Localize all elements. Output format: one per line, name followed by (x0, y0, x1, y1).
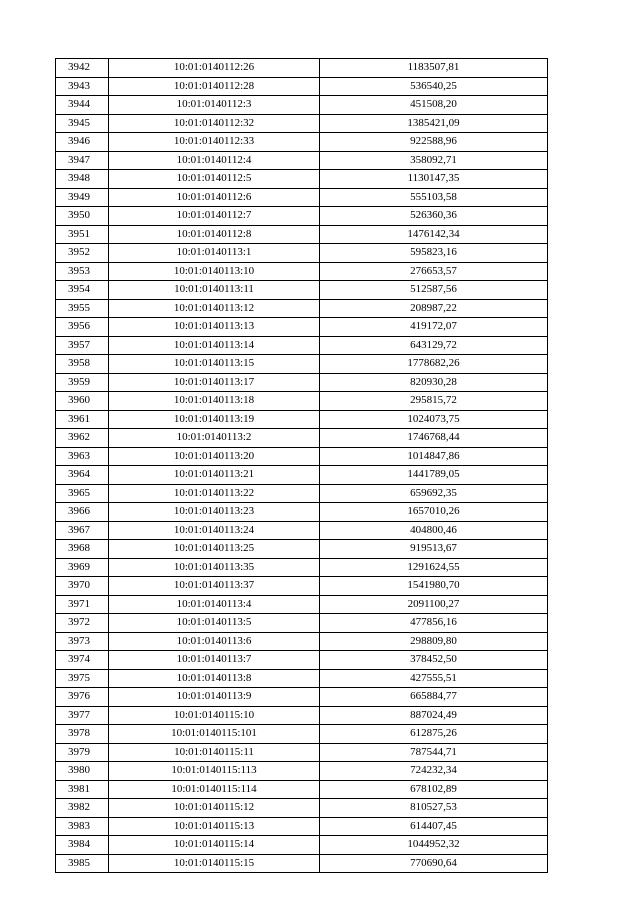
row-number-cell: 3952 (56, 244, 109, 263)
cadastral-value-cell: 887024,49 (320, 706, 548, 725)
row-number-cell: 3973 (56, 632, 109, 651)
table-row (56, 429, 548, 448)
cadastral-value-cell: 208987,22 (320, 299, 548, 318)
table-row (56, 484, 548, 503)
table-row (56, 77, 548, 96)
table-row (56, 151, 548, 170)
row-number-cell: 3954 (56, 281, 109, 300)
cadastral-number-cell: 10:01:0140113:2 (109, 429, 320, 448)
cadastral-value-cell: 555103,58 (320, 188, 548, 207)
cadastral-number-cell: 10:01:0140113:18 (109, 392, 320, 411)
table-row (56, 133, 548, 152)
cadastral-value-table (55, 58, 548, 873)
table-row (56, 59, 548, 78)
cadastral-value-cell: 404800,46 (320, 521, 548, 540)
cadastral-value-cell: 1657010,26 (320, 503, 548, 522)
table-row (56, 318, 548, 337)
table-row (56, 207, 548, 226)
row-number-cell: 3984 (56, 836, 109, 855)
cadastral-value-cell: 614407,45 (320, 817, 548, 836)
cadastral-number-cell: 10:01:0140113:17 (109, 373, 320, 392)
cadastral-value-cell: 2091100,27 (320, 595, 548, 614)
table-row (56, 336, 548, 355)
cadastral-value-cell: 276653,57 (320, 262, 548, 281)
cadastral-value-cell: 665884,77 (320, 688, 548, 707)
cadastral-number-cell: 10:01:0140115:14 (109, 836, 320, 855)
table-row (56, 725, 548, 744)
cadastral-number-cell: 10:01:0140112:5 (109, 170, 320, 189)
cadastral-number-cell: 10:01:0140113:21 (109, 466, 320, 485)
table-row (56, 225, 548, 244)
row-number-cell: 3962 (56, 429, 109, 448)
table-row (56, 540, 548, 559)
cadastral-number-cell: 10:01:0140113:12 (109, 299, 320, 318)
cadastral-value-cell: 295815,72 (320, 392, 548, 411)
cadastral-number-cell: 10:01:0140113:15 (109, 355, 320, 374)
table-row (56, 762, 548, 781)
table-row (56, 595, 548, 614)
table-row (56, 706, 548, 725)
cadastral-value-cell: 526360,36 (320, 207, 548, 226)
cadastral-value-cell: 1183507,81 (320, 59, 548, 78)
row-number-cell: 3961 (56, 410, 109, 429)
row-number-cell: 3957 (56, 336, 109, 355)
row-number-cell: 3944 (56, 96, 109, 115)
cadastral-number-cell: 10:01:0140113:23 (109, 503, 320, 522)
table-row (56, 299, 548, 318)
cadastral-value-cell: 298809,80 (320, 632, 548, 651)
cadastral-number-cell: 10:01:0140112:28 (109, 77, 320, 96)
cadastral-number-cell: 10:01:0140115:12 (109, 799, 320, 818)
table-row (56, 466, 548, 485)
cadastral-value-cell: 1130147,35 (320, 170, 548, 189)
cadastral-number-cell: 10:01:0140112:3 (109, 96, 320, 115)
table-row (56, 503, 548, 522)
cadastral-value-cell: 419172,07 (320, 318, 548, 337)
table-row (56, 373, 548, 392)
table-row (56, 577, 548, 596)
cadastral-number-cell: 10:01:0140112:26 (109, 59, 320, 78)
cadastral-number-cell: 10:01:0140115:114 (109, 780, 320, 799)
table-row (56, 355, 548, 374)
cadastral-value-cell: 1778682,26 (320, 355, 548, 374)
cadastral-number-cell: 10:01:0140115:13 (109, 817, 320, 836)
table-row (56, 854, 548, 873)
row-number-cell: 3955 (56, 299, 109, 318)
row-number-cell: 3960 (56, 392, 109, 411)
table-row (56, 521, 548, 540)
row-number-cell: 3943 (56, 77, 109, 96)
cadastral-number-cell: 10:01:0140113:20 (109, 447, 320, 466)
cadastral-number-cell: 10:01:0140113:5 (109, 614, 320, 633)
cadastral-value-cell: 1014847,86 (320, 447, 548, 466)
row-number-cell: 3968 (56, 540, 109, 559)
table-row (56, 817, 548, 836)
row-number-cell: 3949 (56, 188, 109, 207)
cadastral-value-cell: 595823,16 (320, 244, 548, 263)
cadastral-value-cell: 612875,26 (320, 725, 548, 744)
cadastral-number-cell: 10:01:0140112:32 (109, 114, 320, 133)
cadastral-number-cell: 10:01:0140113:35 (109, 558, 320, 577)
row-number-cell: 3978 (56, 725, 109, 744)
cadastral-value-cell: 477856,16 (320, 614, 548, 633)
row-number-cell: 3948 (56, 170, 109, 189)
cadastral-value-cell: 512587,56 (320, 281, 548, 300)
cadastral-number-cell: 10:01:0140112:8 (109, 225, 320, 244)
cadastral-number-cell: 10:01:0140115:11 (109, 743, 320, 762)
cadastral-number-cell: 10:01:0140112:7 (109, 207, 320, 226)
cadastral-number-cell: 10:01:0140113:9 (109, 688, 320, 707)
row-number-cell: 3975 (56, 669, 109, 688)
row-number-cell: 3982 (56, 799, 109, 818)
cadastral-number-cell: 10:01:0140115:15 (109, 854, 320, 873)
cadastral-value-cell: 1541980,70 (320, 577, 548, 596)
cadastral-number-cell: 10:01:0140113:7 (109, 651, 320, 670)
cadastral-value-cell: 536540,25 (320, 77, 548, 96)
cadastral-number-cell: 10:01:0140113:11 (109, 281, 320, 300)
cadastral-value-cell: 820930,28 (320, 373, 548, 392)
row-number-cell: 3981 (56, 780, 109, 799)
cadastral-number-cell: 10:01:0140113:22 (109, 484, 320, 503)
table-row (56, 392, 548, 411)
table-row (56, 780, 548, 799)
table-row (56, 262, 548, 281)
cadastral-value-cell: 787544,71 (320, 743, 548, 762)
row-number-cell: 3942 (56, 59, 109, 78)
row-number-cell: 3964 (56, 466, 109, 485)
table-row (56, 614, 548, 633)
table-row (56, 410, 548, 429)
row-number-cell: 3983 (56, 817, 109, 836)
row-number-cell: 3980 (56, 762, 109, 781)
row-number-cell: 3946 (56, 133, 109, 152)
cadastral-value-cell: 919513,67 (320, 540, 548, 559)
table-row (56, 447, 548, 466)
cadastral-value-cell: 678102,89 (320, 780, 548, 799)
cadastral-number-cell: 10:01:0140112:4 (109, 151, 320, 170)
cadastral-value-cell: 922588,96 (320, 133, 548, 152)
cadastral-value-cell: 1291624,55 (320, 558, 548, 577)
row-number-cell: 3945 (56, 114, 109, 133)
row-number-cell: 3967 (56, 521, 109, 540)
table-row (56, 558, 548, 577)
cadastral-number-cell: 10:01:0140113:24 (109, 521, 320, 540)
cadastral-value-cell: 810527,53 (320, 799, 548, 818)
cadastral-number-cell: 10:01:0140113:1 (109, 244, 320, 263)
table-row (56, 799, 548, 818)
table-row (56, 96, 548, 115)
cadastral-number-cell: 10:01:0140113:13 (109, 318, 320, 337)
cadastral-value-cell: 1746768,44 (320, 429, 548, 448)
cadastral-value-cell: 643129,72 (320, 336, 548, 355)
row-number-cell: 3970 (56, 577, 109, 596)
cadastral-value-cell: 1385421,09 (320, 114, 548, 133)
row-number-cell: 3959 (56, 373, 109, 392)
cadastral-number-cell: 10:01:0140115:113 (109, 762, 320, 781)
table-row (56, 651, 548, 670)
row-number-cell: 3966 (56, 503, 109, 522)
table-row (56, 743, 548, 762)
row-number-cell: 3950 (56, 207, 109, 226)
cadastral-number-cell: 10:01:0140115:10 (109, 706, 320, 725)
row-number-cell: 3953 (56, 262, 109, 281)
row-number-cell: 3951 (56, 225, 109, 244)
table-row (56, 281, 548, 300)
cadastral-value-cell: 659692,35 (320, 484, 548, 503)
row-number-cell: 3977 (56, 706, 109, 725)
cadastral-number-cell: 10:01:0140113:25 (109, 540, 320, 559)
cadastral-number-cell: 10:01:0140113:6 (109, 632, 320, 651)
cadastral-number-cell: 10:01:0140113:19 (109, 410, 320, 429)
cadastral-value-cell: 1044952,32 (320, 836, 548, 855)
row-number-cell: 3969 (56, 558, 109, 577)
row-number-cell: 3963 (56, 447, 109, 466)
cadastral-value-cell: 1024073,75 (320, 410, 548, 429)
cadastral-value-cell: 378452,50 (320, 651, 548, 670)
table-body (56, 59, 548, 873)
table-row (56, 114, 548, 133)
cadastral-value-cell: 451508,20 (320, 96, 548, 115)
cadastral-value-cell: 724232,34 (320, 762, 548, 781)
cadastral-number-cell: 10:01:0140113:10 (109, 262, 320, 281)
cadastral-number-cell: 10:01:0140113:8 (109, 669, 320, 688)
cadastral-value-cell: 1476142,34 (320, 225, 548, 244)
row-number-cell: 3947 (56, 151, 109, 170)
table-row (56, 188, 548, 207)
row-number-cell: 3956 (56, 318, 109, 337)
row-number-cell: 3979 (56, 743, 109, 762)
row-number-cell: 3972 (56, 614, 109, 633)
table-row (56, 632, 548, 651)
row-number-cell: 3965 (56, 484, 109, 503)
cadastral-value-cell: 770690,64 (320, 854, 548, 873)
cadastral-value-cell: 427555,51 (320, 669, 548, 688)
cadastral-number-cell: 10:01:0140112:6 (109, 188, 320, 207)
cadastral-number-cell: 10:01:0140113:4 (109, 595, 320, 614)
table-row (56, 170, 548, 189)
cadastral-value-cell: 1441789,05 (320, 466, 548, 485)
row-number-cell: 3971 (56, 595, 109, 614)
row-number-cell: 3976 (56, 688, 109, 707)
row-number-cell: 3974 (56, 651, 109, 670)
cadastral-number-cell: 10:01:0140113:37 (109, 577, 320, 596)
cadastral-number-cell: 10:01:0140113:14 (109, 336, 320, 355)
table-row (56, 688, 548, 707)
row-number-cell: 3958 (56, 355, 109, 374)
table-row (56, 836, 548, 855)
row-number-cell: 3985 (56, 854, 109, 873)
cadastral-number-cell: 10:01:0140112:33 (109, 133, 320, 152)
cadastral-value-cell: 358092,71 (320, 151, 548, 170)
cadastral-number-cell: 10:01:0140115:101 (109, 725, 320, 744)
table-row (56, 669, 548, 688)
table-row (56, 244, 548, 263)
